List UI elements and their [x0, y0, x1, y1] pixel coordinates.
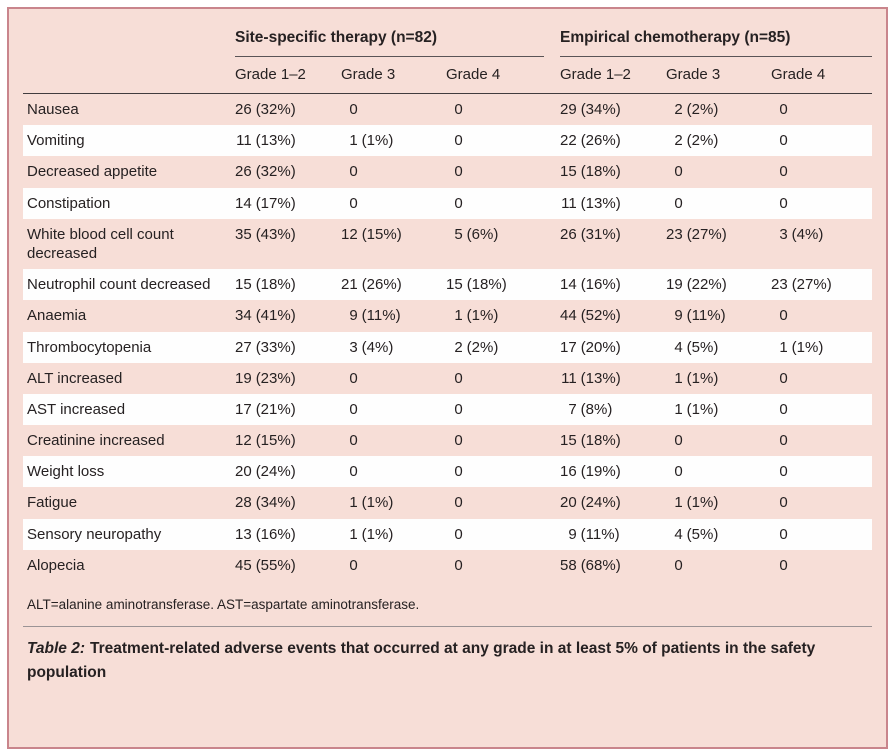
value-cell: 0 — [454, 163, 463, 181]
value-cell: 0 — [454, 101, 463, 118]
grade-header: Grade 3 — [341, 66, 396, 83]
value-cell: 1 (1%) — [674, 369, 719, 387]
table-row — [23, 269, 872, 300]
value-cell: 0 — [779, 307, 788, 325]
value-cell: 0 — [349, 194, 358, 212]
value-cell: 17 (20%) — [560, 338, 621, 356]
row-label: Alopecia — [27, 556, 85, 574]
value-cell: 27 (33%) — [235, 338, 296, 356]
value-cell: 0 — [349, 369, 358, 387]
value-cell: 15 (18%) — [560, 432, 621, 450]
value-cell: 0 — [454, 525, 463, 543]
value-cell: 20 (24%) — [560, 494, 621, 512]
value-cell: 0 — [349, 400, 358, 418]
table-row — [23, 94, 872, 125]
value-cell: 4 (5%) — [674, 338, 719, 356]
value-cell: 3 (4%) — [349, 338, 394, 356]
value-cell: 22 (26%) — [560, 132, 621, 150]
value-cell: 45 (55%) — [235, 556, 296, 574]
value-cell: 1 (1%) — [349, 132, 394, 150]
table-caption — [23, 627, 871, 685]
value-cell: 0 — [349, 101, 358, 118]
value-cell: 0 — [349, 432, 358, 450]
table-row — [23, 456, 872, 487]
group-header-site-specific: Site-specific therapy (n=82) — [235, 25, 544, 57]
value-cell: 0 — [349, 556, 358, 574]
table-row — [23, 188, 872, 219]
value-cell: 14 (17%) — [235, 194, 296, 212]
value-cell: 0 — [779, 525, 788, 543]
value-cell: 29 (34%) — [560, 101, 621, 118]
value-cell: 15 (18%) — [446, 276, 507, 294]
table-row — [23, 156, 872, 187]
value-cell: 9 (11%) — [674, 307, 726, 325]
value-cell: 0 — [779, 463, 788, 481]
value-cell: 2 (2%) — [454, 338, 499, 356]
value-cell: 26 (31%) — [560, 225, 621, 243]
value-cell: 11 (13%) — [236, 132, 296, 150]
row-label: Constipation — [27, 194, 111, 212]
row-label: Thrombocytopenia — [27, 338, 152, 356]
row-label: AST increased — [27, 400, 126, 418]
value-cell: 21 (26%) — [341, 276, 402, 294]
value-cell: 1 (1%) — [349, 494, 394, 512]
value-cell: 58 (68%) — [560, 556, 621, 574]
table-row — [23, 394, 872, 425]
value-cell: 0 — [674, 163, 683, 181]
value-cell: 20 (24%) — [235, 463, 296, 481]
grade-header: Grade 1–2 — [235, 66, 306, 83]
grade-header: Grade 3 — [666, 66, 721, 83]
value-cell: 0 — [349, 163, 358, 181]
value-cell: 0 — [779, 400, 788, 418]
value-cell: 13 (16%) — [235, 525, 296, 543]
value-cell: 2 (2%) — [674, 101, 719, 118]
grade-header: Grade 4 — [446, 66, 501, 83]
value-cell: 0 — [349, 463, 358, 481]
value-cell: 26 (32%) — [235, 101, 296, 118]
table-body — [23, 94, 872, 581]
value-cell: 0 — [454, 369, 463, 387]
value-cell: 0 — [674, 556, 683, 574]
table-row — [23, 332, 872, 363]
value-cell: 11 (13%) — [561, 369, 621, 387]
value-cell: 0 — [779, 432, 788, 450]
value-cell: 0 — [454, 400, 463, 418]
value-cell: 14 (16%) — [560, 276, 621, 294]
row-label: Weight loss — [27, 463, 105, 481]
value-cell: 9 (11%) — [349, 307, 401, 325]
group-header-spacer — [23, 25, 235, 57]
grade-header-spacer — [23, 57, 235, 93]
group-header-empirical: Empirical chemotherapy (n=85) — [560, 25, 872, 57]
row-label: Anaemia — [27, 307, 87, 325]
table-caption-text: Treatment-related adverse events that occurred at any grade in at least 5% of patients in the safety population — [27, 640, 816, 682]
value-cell: 0 — [779, 163, 788, 181]
row-label: Nausea — [27, 101, 79, 118]
row-label: Sensory neuropathy — [27, 525, 162, 543]
value-cell: 0 — [454, 194, 463, 212]
value-cell: 12 (15%) — [341, 225, 402, 243]
value-cell: 7 (8%) — [568, 400, 613, 418]
value-cell: 0 — [779, 369, 788, 387]
value-cell: 5 (6%) — [454, 225, 499, 243]
value-cell: 34 (41%) — [235, 307, 296, 325]
value-cell: 0 — [454, 494, 463, 512]
row-label: Fatigue — [27, 494, 78, 512]
value-cell: 19 (23%) — [235, 369, 296, 387]
table-row — [23, 487, 872, 518]
value-cell: 0 — [454, 556, 463, 574]
value-cell: 0 — [779, 194, 788, 212]
table-row — [23, 519, 872, 550]
table-row — [23, 300, 872, 331]
value-cell: 0 — [779, 494, 788, 512]
table-row — [23, 125, 872, 156]
value-cell: 9 (11%) — [568, 525, 620, 543]
value-cell: 3 (4%) — [779, 225, 824, 243]
value-cell: 26 (32%) — [235, 163, 296, 181]
value-cell: 17 (21%) — [235, 400, 296, 418]
grade-header: Grade 1–2 — [560, 66, 631, 83]
value-cell: 0 — [674, 194, 683, 212]
value-cell: 15 (18%) — [235, 276, 296, 294]
table-footnote: ALT=alanine aminotransferase. AST=aspartate aminotransferase. — [27, 597, 420, 612]
value-cell: 19 (22%) — [666, 276, 727, 294]
value-cell: 0 — [454, 432, 463, 450]
value-cell: 44 (52%) — [560, 307, 621, 325]
value-cell: 28 (34%) — [235, 494, 296, 512]
value-cell: 0 — [674, 463, 683, 481]
value-cell: 1 (1%) — [674, 494, 719, 512]
value-cell: 0 — [779, 101, 788, 118]
row-label: White blood cell count decreased — [27, 225, 174, 262]
row-label: Neutrophil count decreased — [27, 276, 211, 294]
row-label: Decreased appetite — [27, 163, 158, 181]
value-cell: 1 (1%) — [454, 307, 499, 325]
row-label: Vomiting — [27, 132, 85, 150]
table-row — [23, 363, 872, 394]
value-cell: 15 (18%) — [560, 163, 621, 181]
table-row — [23, 219, 872, 269]
value-cell: 23 (27%) — [666, 225, 727, 243]
table-caption-label: Table 2: — [27, 640, 85, 657]
group-header-row — [23, 25, 872, 57]
value-cell: 12 (15%) — [235, 432, 296, 450]
table-card — [7, 7, 888, 749]
value-cell: 4 (5%) — [674, 525, 719, 543]
table-row — [23, 425, 872, 456]
value-cell: 0 — [454, 463, 463, 481]
value-cell: 35 (43%) — [235, 225, 296, 243]
value-cell: 0 — [674, 432, 683, 450]
value-cell: 0 — [779, 556, 788, 574]
grade-header-row — [23, 57, 872, 94]
row-label: ALT increased — [27, 369, 123, 387]
value-cell: 0 — [454, 132, 463, 150]
value-cell: 16 (19%) — [560, 463, 621, 481]
value-cell: 1 (1%) — [779, 338, 824, 356]
table-row — [23, 550, 872, 581]
value-cell: 1 (1%) — [674, 400, 719, 418]
value-cell: 0 — [779, 132, 788, 150]
value-cell: 1 (1%) — [349, 525, 394, 543]
grade-header: Grade 4 — [771, 66, 826, 83]
value-cell: 23 (27%) — [771, 276, 832, 294]
value-cell: 11 (13%) — [561, 194, 621, 212]
row-label: Creatinine increased — [27, 432, 165, 450]
value-cell: 2 (2%) — [674, 132, 719, 150]
